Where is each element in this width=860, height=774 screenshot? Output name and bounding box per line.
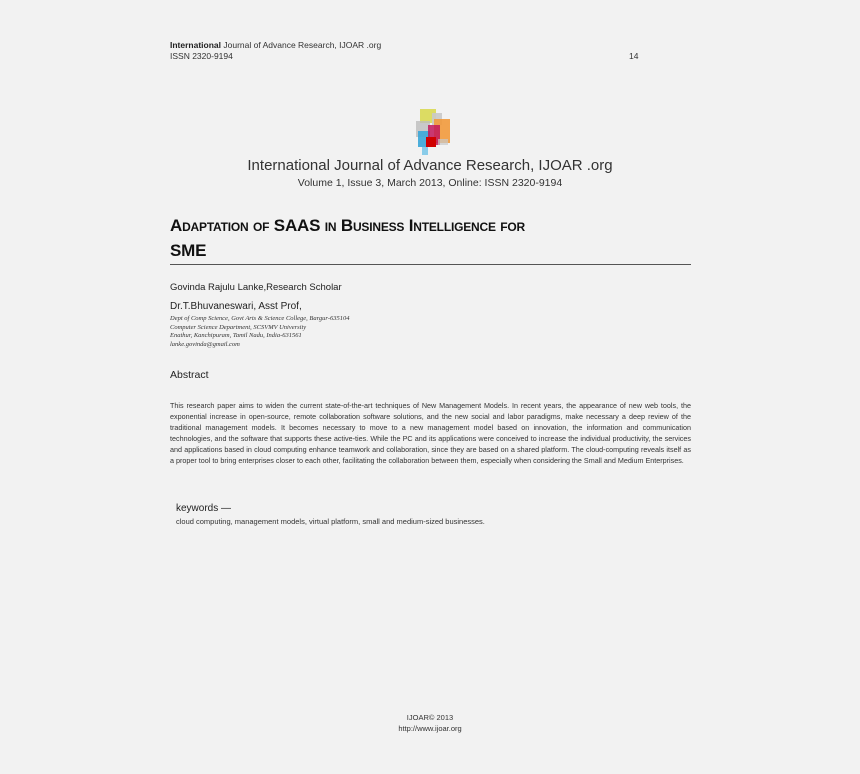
running-header: [170, 40, 381, 62]
title-rule: [170, 264, 691, 265]
affiliation: [170, 315, 350, 349]
author-1: Govinda Rajulu Lanke,Research Scholar: [170, 282, 342, 293]
affiliation-line: Enathur, Kanchipuram, Tamil Nadu, India-631561: [170, 332, 302, 339]
abstract-heading: Abstract: [170, 369, 209, 381]
footer-url: http://www.ijoar.org: [398, 724, 462, 733]
paper-title-line-2: SME: [170, 241, 207, 260]
paper-title-line-1: Adaptation of SAAS in Business Intelligence for: [170, 216, 526, 235]
paper-title: [170, 213, 590, 263]
page-footer: [0, 712, 860, 734]
header-journal-bold: International: [170, 40, 222, 50]
affiliation-line: Dept of Comp Science, Govt Arts & Science College, Bargur-635104: [170, 315, 350, 322]
volume-line: Volume 1, Issue 3, March 2013, Online: ISSN 2320-9194: [297, 177, 563, 189]
header-journal-rest: Journal of Advance Research, IJOAR .org: [221, 40, 382, 50]
footer-copyright: IJOAR© 2013: [406, 713, 454, 722]
author-2: Dr.T.Bhuvaneswari, Asst Prof,: [170, 301, 302, 312]
ijoar-logo: [414, 109, 454, 155]
abstract-text: This research paper aims to widen the current state-of-the-art techniques of New Management Models. In recent years, the appearance of new web tools, the exponential increase in open-source, remote collaboration software solutions, and the new social and labor paradigms, make necessary a deep review of the traditional management models. It becomes necessary to move to a new management model based on innovation, the information and communication technologies, and the software that supports these active-ties. While the PC and its applications were conceived to increase the individual productivity, the services and applications based in cloud computing enhance teamwork and collaboration, since they are based on a shared platform. The cloud-computing reveals itself as a proper tool to bring enterprises closer to each other, facilitating the collaboration between them, especially when considering the Small and Medium Enterprises.: [170, 401, 691, 465]
keywords-heading: keywords —: [176, 503, 232, 514]
affiliation-line: Computer Science Department, SCSVMV University: [170, 323, 307, 331]
page-number: 14: [629, 51, 639, 61]
keywords-list: cloud computing, management models, virtual platform, small and medium-sized businesses.: [176, 517, 485, 526]
header-issn: ISSN 2320-9194: [170, 51, 233, 61]
journal-title: International Journal of Advance Research, IJOAR .org: [247, 157, 613, 174]
author-email: lanke.govinda@gmail.com: [170, 340, 240, 348]
